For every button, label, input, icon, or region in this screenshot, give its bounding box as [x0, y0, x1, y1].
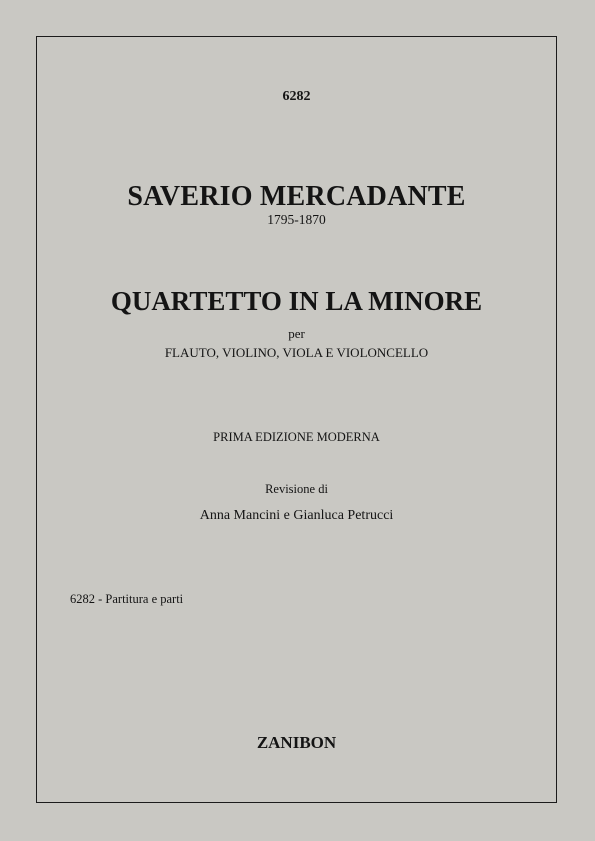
composer-name: SAVERIO MERCADANTE [127, 181, 466, 212]
for-label: per [288, 326, 305, 341]
cover-border-frame [36, 36, 557, 803]
editors-names: Anna Mancini e Gianluca Petrucci [199, 508, 394, 523]
edition-note: PRIMA EDIZIONE MODERNA [213, 430, 380, 444]
catalog-note: 6282 - Partitura e parti [70, 592, 184, 606]
catalog-number: 6282 [282, 89, 311, 104]
work-title: QUARTETTO IN LA MINORE [110, 286, 483, 316]
instrumentation: FLAUTO, VIOLINO, VIOLA E VIOLONCELLO [164, 345, 429, 360]
revision-label: Revisione di [265, 482, 328, 496]
composer-dates: 1795-1870 [267, 212, 326, 227]
publisher-name: ZANIBON [256, 733, 337, 752]
